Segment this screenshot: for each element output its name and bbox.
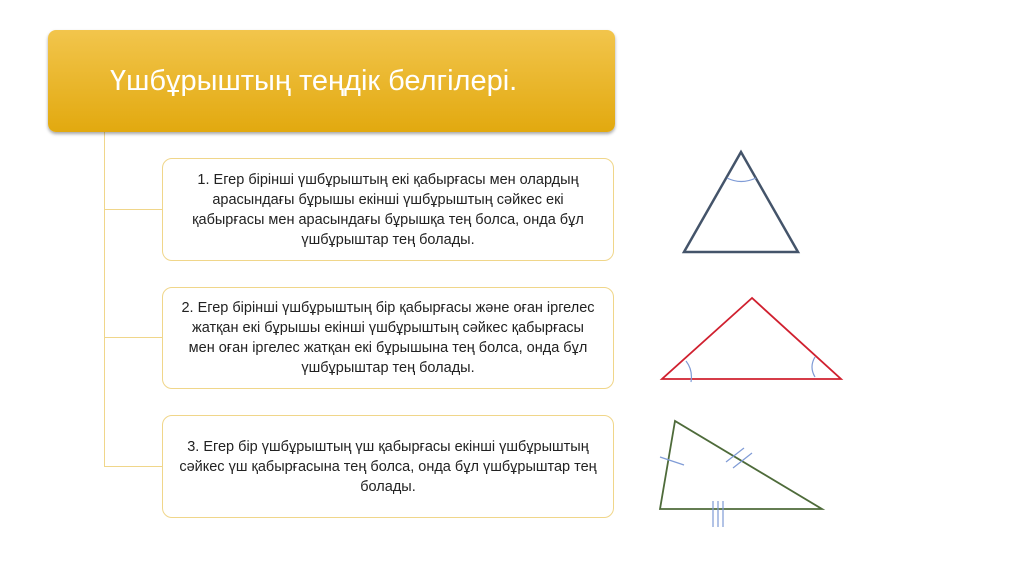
criterion-3-text: 3. Егер бір үшбұрыштың үш қабырғасы екінші үшбұрыштың сәйкес үш қабырғасына тең болса, онда бұл үшбұрыштар тең болады. [179, 438, 597, 495]
triangle-asa [662, 298, 841, 382]
criterion-2-text: 2. Егер бірінші үшбұрыштың бір қабырғасы және оған іргелес жатқан екі бұрышы екінші үшбұрыштың сәйкес қабырғасы мен оған іргелес жатқан екі бұрышына тең болса, онда бұл үшбұрыштар тең болады. [181, 300, 595, 376]
criterion-1-text: 1. Егер бірінші үшбұрыштың екі қабырғасы мен олардың арасындағы бұрышы екінші үшбұрыштың сәйкес екі қабырғасы мен арасындағы бұрышқа тең болса, онда бұл үшбұрыштар тең болады. [192, 171, 584, 248]
slide-title: Үшбұрыштың теңдік белгілері. [110, 64, 518, 97]
triangle-sss [660, 421, 822, 527]
triangle-sas [684, 152, 798, 252]
